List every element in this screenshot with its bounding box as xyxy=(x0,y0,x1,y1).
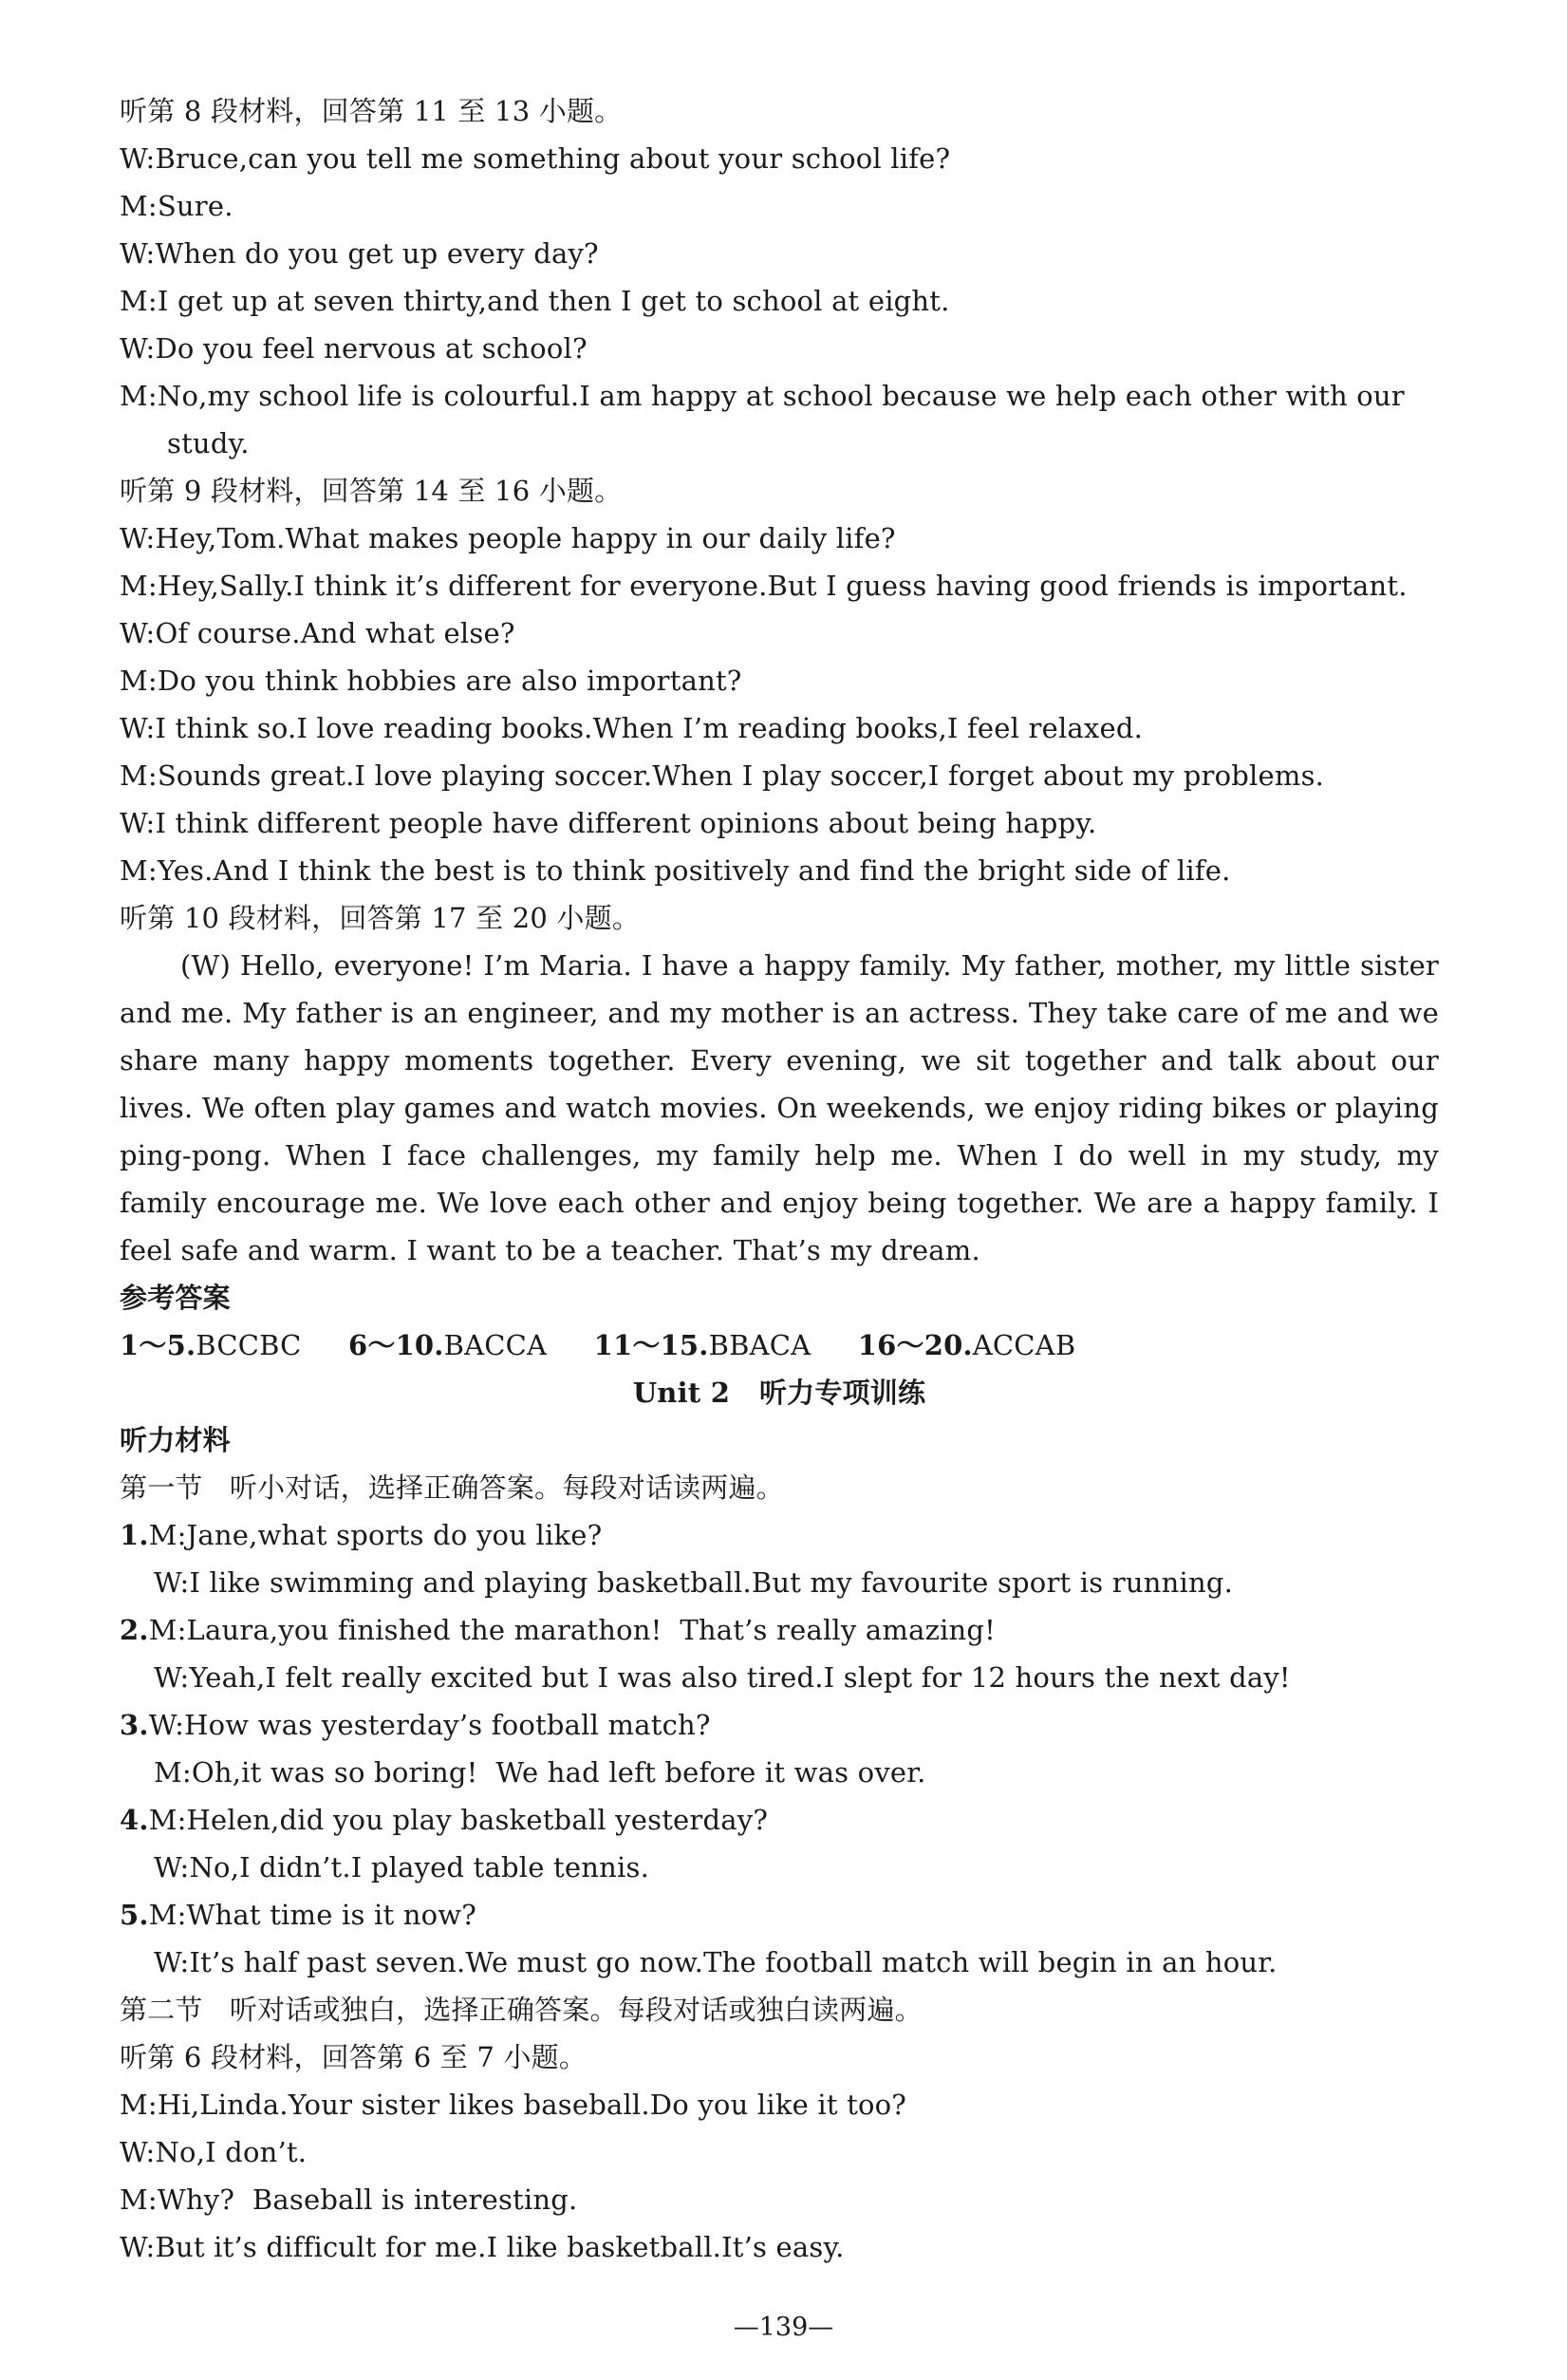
part1-heading: 第一节 听小对话，选择正确答案。每段对话读两遍。 xyxy=(120,1471,784,1504)
answer-group xyxy=(348,1329,547,1361)
dialogue-line: M:I get up at seven thirty,and then I get to school at eight. xyxy=(120,285,950,317)
dialogue-item xyxy=(120,1796,1439,1844)
answer-range: 16～20. xyxy=(857,1329,973,1361)
answer-value: BACCA xyxy=(443,1329,548,1361)
dialogue-line: M:Yes.And I think the best is to think positively and find the bright side of life. xyxy=(120,854,1231,887)
answer-range: 11～15. xyxy=(593,1329,709,1361)
dialogue-line: M:Laura,you finished the marathon! That’s really amazing! xyxy=(148,1614,997,1646)
dialogue-line: W:Do you feel nervous at school? xyxy=(120,332,588,365)
dialogue-line: M:Sounds great.I love playing soccer.When I play soccer,I forget about my problems. xyxy=(120,759,1325,792)
part2-heading: 第二节 听对话或独白，选择正确答案。每段对话或独白读两遍。 xyxy=(120,1994,923,2026)
dialogue-line: W:No,I don’t. xyxy=(120,2136,308,2168)
dialogue-line: W:But it’s difficult for me.I like basketball.It’s easy. xyxy=(120,2231,845,2263)
answer-value: ACCAB xyxy=(972,1329,1076,1361)
dialogue-line: W:No,I didn’t.I played table tennis. xyxy=(154,1851,649,1883)
answers-title: 参考答案 xyxy=(120,1282,231,1314)
item-number: 4. xyxy=(120,1804,149,1836)
dialogue-line: W:Yeah,I felt really excited but I was also tired.I slept for 12 hours the next day! xyxy=(154,1661,1291,1694)
dialogue-line: W:Bruce,can you tell me something about your school life? xyxy=(120,142,951,175)
dialogue-line: M:What time is it now? xyxy=(148,1899,477,1931)
dialogue-line: M:Why? Baseball is interesting. xyxy=(120,2183,578,2216)
answer-range: 6～10. xyxy=(347,1329,444,1361)
material-label: 听力材料 xyxy=(120,1424,231,1456)
item-number: 3. xyxy=(120,1709,149,1741)
dialogue-line: M:Do you think hobbies are also important? xyxy=(120,665,742,697)
dialogue-line-continued: study. xyxy=(167,427,250,459)
page-number: —139— xyxy=(733,2313,834,2342)
dialogue-line: W:When do you get up every day? xyxy=(120,237,599,270)
answer-value: BBACA xyxy=(708,1329,811,1361)
section9-heading: 听第 9 段材料，回答第 14 至 16 小题。 xyxy=(120,475,623,507)
answer-range: 1～5. xyxy=(120,1329,196,1361)
dialogue-line: M:Jane,what sports do you like? xyxy=(148,1519,603,1551)
dialogue-line: M:Hey,Sally.I think it’s different for everyone.But I guess having good friends is important. xyxy=(120,570,1408,602)
answer-group xyxy=(594,1329,811,1361)
dialogue-item xyxy=(120,1606,1439,1654)
dialogue-item xyxy=(120,1511,1439,1559)
answer-group xyxy=(858,1329,1076,1361)
section6-heading: 听第 6 段材料，回答第 6 至 7 小题。 xyxy=(120,2041,588,2073)
dialogue-line: W:Hey,Tom.What makes people happy in our daily life? xyxy=(120,522,896,554)
dialogue-item xyxy=(120,1891,1439,1939)
dialogue-line: M:No,my school life is colourful.I am happy at school because we help each other with our xyxy=(120,380,1405,412)
section10-heading: 听第 10 段材料，回答第 17 至 20 小题。 xyxy=(120,902,641,934)
dialogue-line: W:How was yesterday’s football match? xyxy=(148,1709,711,1741)
monologue-paragraph: (W) Hello, everyone! I’m Maria. I have a happy family. My father, mother, my little sister and me. My father is an engineer, and my mother is an actress. They take care of me and we share many happy moments together. Every evening, we sit together and talk about our lives. We often play games and watch movies. On weekends, we enjoy riding bikes or playing ping-pong. When I face challenges, my family help me. When I do well in my study, my family encourage me. We love each other and enjoy being together. We are a happy family. I feel safe and warm. I want to be a teacher. That’s my dream. xyxy=(120,949,1439,1266)
answer-key xyxy=(120,1321,1439,1369)
unit-title: Unit 2 听力专项训练 xyxy=(632,1377,926,1409)
dialogue-line: W:I like swimming and playing basketball.But my favourite sport is running. xyxy=(154,1566,1234,1599)
dialogue-line: M:Oh,it was so boring! We had left before it was over. xyxy=(154,1756,926,1789)
dialogue-item xyxy=(120,1701,1439,1749)
dialogue-line: M:Sure. xyxy=(120,190,233,222)
section8-heading: 听第 8 段材料，回答第 11 至 13 小题。 xyxy=(120,95,623,127)
dialogue-line: M:Hi,Linda.Your sister likes baseball.Do you like it too? xyxy=(120,2089,907,2121)
dialogue-line: W:I think different people have different opinions about being happy. xyxy=(120,807,1097,839)
answer-value: BCCBC xyxy=(196,1329,302,1361)
item-number: 5. xyxy=(120,1899,149,1931)
document-page xyxy=(120,87,1439,2271)
dialogue-line: W:I think so.I love reading books.When I’m reading books,I feel relaxed. xyxy=(120,712,1144,744)
answer-group xyxy=(120,1329,302,1361)
item-number: 1. xyxy=(120,1519,149,1551)
dialogue-line: W:Of course.And what else? xyxy=(120,617,515,649)
dialogue-line: M:Helen,did you play basketball yesterday? xyxy=(148,1804,769,1836)
dialogue-line: W:It’s half past seven.We must go now.The football match will begin in an hour. xyxy=(154,1946,1278,1978)
item-number: 2. xyxy=(120,1614,149,1646)
